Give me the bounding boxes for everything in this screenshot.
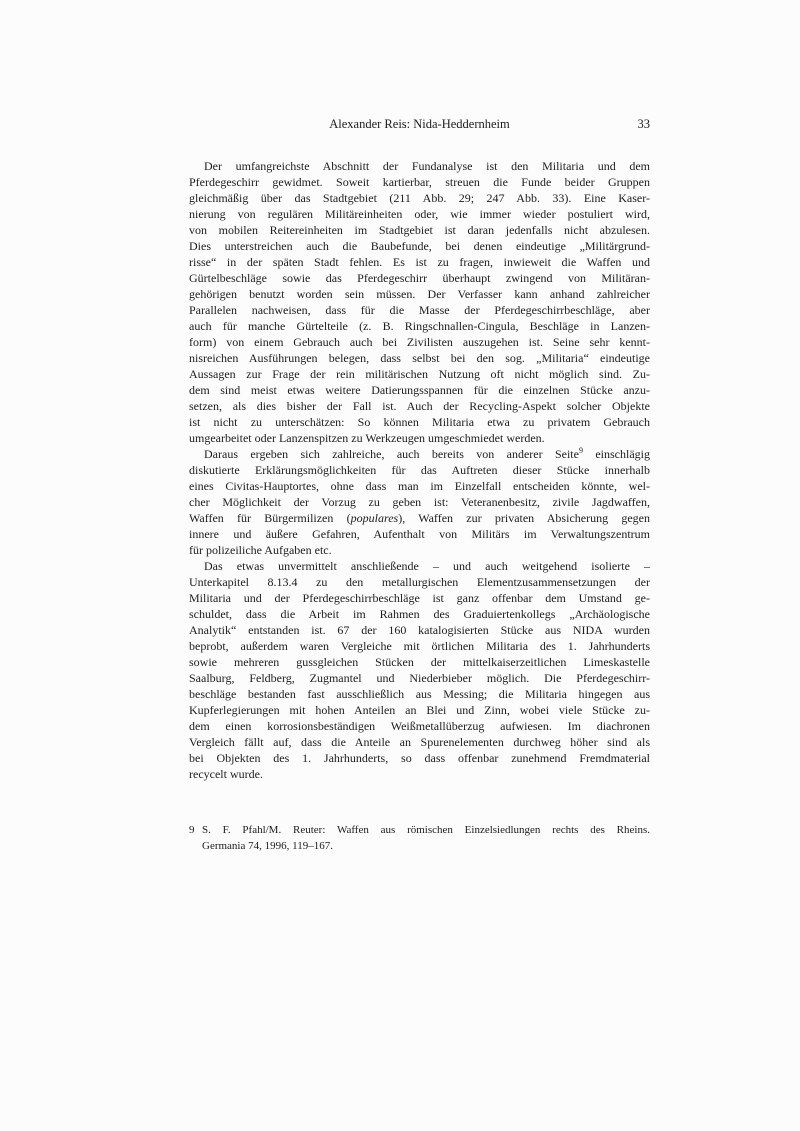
- text-line: nierung von regulären Militäreinheiten oder, wie immer wieder postuliert wird,: [189, 207, 650, 221]
- text-line: Analytik“ entstanden ist. 67 der 160 katalogisierten Stücke aus NIDA wurden: [189, 623, 650, 637]
- text-line: Das etwas unvermittelt anschließende – und auch weitgehend isolierte –: [204, 559, 650, 573]
- text-line: Parallelen nachweisen, dass für die Masse der Pferdegeschirrbeschläge, aber: [189, 303, 650, 317]
- body-text: [189, 158, 650, 782]
- text-line: gehörigen benutzt worden sein müssen. Der Verfasser kann anhand zahlreicher: [189, 287, 650, 301]
- text-line: sowie mehreren gussgleichen Stücken der mittelkaiserzeitlichen Limeskastelle: [189, 655, 650, 669]
- text-line: Der umfangreichste Abschnitt der Fundanalyse ist den Militaria und dem: [204, 159, 650, 173]
- text-line: recycelt wurde.: [189, 767, 263, 781]
- text-line: beprobt, außerdem waren Vergleiche mit örtlichen Militaria des 1. Jahrhunderts: [189, 639, 650, 653]
- text-line: Aussagen zur Frage der rein militärischen Nutzung oft nicht möglich sind. Zu-: [189, 367, 650, 381]
- footnote-number: 9: [189, 824, 195, 836]
- paragraph: [189, 558, 650, 782]
- text-segment: ), Waffen zur privaten Absicherung gegen: [398, 511, 650, 525]
- text-line: ist nicht zu unterschätzen: So können Militaria etwa zu privatem Gebrauch: [189, 415, 650, 429]
- paragraph: [189, 158, 650, 446]
- text-line: schuldet, dass die Arbeit im Rahmen des Graduiertenkollegs „Archäologische: [189, 607, 650, 621]
- page-number: 33: [637, 117, 650, 131]
- text-line: bei Objekten des 1. Jahrhunderts, so dass offenbar zunehmend Fremdmaterial: [189, 751, 650, 765]
- text-line: Dies unterstreichen auch die Baubefunde, bei denen eindeutige „Militärgrund-: [189, 239, 650, 253]
- text-line: dem einen korrosionsbeständigen Weißmetallüberzug aufwiesen. Im diachronen: [189, 719, 650, 733]
- text-segment: Daraus ergeben sich zahlreiche, auch bereits von anderer Seite: [204, 447, 579, 461]
- text-line: form) von einem Gebrauch auch bei Zivilisten auszugehen ist. Seine sehr kennt-: [189, 335, 650, 349]
- text-line: [189, 446, 650, 462]
- text-line: eines Civitas-Hauptortes, ohne dass man im Einzelfall entscheiden könnte, wel-: [189, 479, 650, 493]
- text-line: setzen, als dies bisher der Fall ist. Auch der Recycling-Aspekt solcher Objekte: [189, 399, 650, 413]
- footnote-text: [202, 822, 650, 854]
- text-line: innere und äußere Gefahren, Aufenthalt von Militärs im Verwaltungszentrum: [189, 527, 650, 541]
- text-line: [189, 510, 650, 526]
- text-line: gleichmäßig über das Stadtgebiet (211 Abb. 29; 247 Abb. 33). Eine Kaser-: [189, 191, 650, 205]
- header-title: Alexander Reis: Nida-Heddernheim: [329, 117, 510, 131]
- text-line: Kupferlegierungen mit hohen Anteilen an Blei und Zinn, wobei viele Stücke zu-: [189, 703, 650, 717]
- text-line: Gürtelbeschläge sowie das Pferdegeschirr überhaupt zwingend von Militäran-: [189, 271, 650, 285]
- text-line: cher Möglichkeit der Vorzug zu geben ist: Veteranenbesitz, zivile Jagdwaffen,: [189, 495, 650, 509]
- text-line: von mobilen Reitereinheiten im Stadtgebiet ist daran jedenfalls nicht abzulesen.: [189, 223, 650, 237]
- text-segment: einschlägig: [582, 447, 650, 461]
- text-line: risse“ in der späten Stadt fehlen. Es ist zu fragen, inwieweit die Waffen und: [189, 255, 650, 269]
- text-line: nisreichen Ausführungen belegen, dass selbst bei den sog. „Militaria“ eindeutige: [189, 351, 650, 365]
- text-line: Pferdegeschirr gewidmet. Soweit kartierbar, streuen die Funde beider Gruppen: [189, 175, 650, 189]
- footnote-reference: 9: [578, 446, 583, 455]
- text-line: dem sind meist etwas weitere Datierungsspannen für die einzelnen Stücke anzu-: [189, 383, 650, 397]
- text-line: Militaria und der Pferdegeschirrbeschläge ist ganz offenbar dem Umstand ge-: [189, 591, 650, 605]
- text-line: für polizeiliche Aufgaben etc.: [189, 543, 332, 557]
- text-line: auch für manche Gürtelteile (z. B. Ringschnallen-Cingula, Beschläge in Lanzen-: [189, 319, 650, 333]
- footnote-line: Germania 74, 1996, 119–167.: [202, 840, 333, 852]
- text-line: Saalburg, Feldberg, Zugmantel und Niederbieber möglich. Die Pferdegeschirr-: [189, 671, 650, 685]
- text-line: umgearbeitet oder Lanzenspitzen zu Werkzeugen umgeschmiedet werden.: [189, 431, 545, 445]
- italic-term: populares: [350, 511, 399, 525]
- footnote: [189, 822, 650, 854]
- text-line: Vergleich fällt auf, dass die Anteile an Spurenelementen durchweg höher sind als: [189, 735, 650, 749]
- running-header: [189, 117, 650, 131]
- text-line: Unterkapitel 8.13.4 zu den metallurgischen Elementzusammensetzungen der: [189, 575, 650, 589]
- paragraph: [189, 446, 650, 558]
- text-line: diskutierte Erklärungsmöglichkeiten für das Auftreten dieser Stücke innerhalb: [189, 463, 650, 477]
- text-line: beschläge bestanden fast ausschließlich aus Messing; die Militaria hingegen aus: [189, 687, 650, 701]
- text-segment: Waffen für Bürgermilizen (: [189, 511, 351, 525]
- footnote-line: S. F. Pfahl/M. Reuter: Waffen aus römischen Einzelsiedlungen rechts des Rheins.: [202, 824, 650, 836]
